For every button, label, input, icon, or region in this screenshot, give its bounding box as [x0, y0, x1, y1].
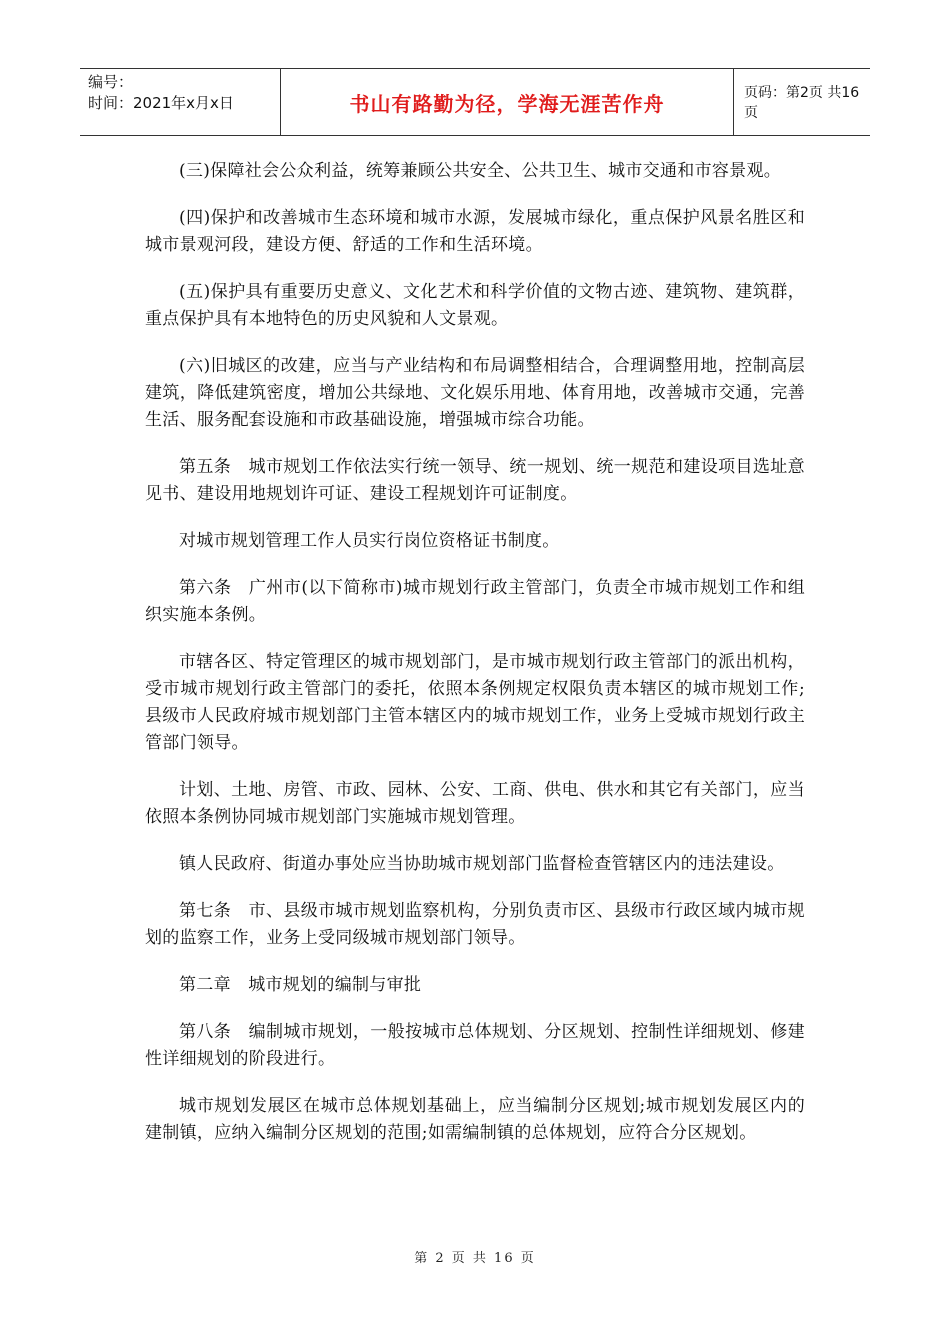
paragraph: 镇人民政府、街道办事处应当协助城市规划部门监督检查管辖区内的违法建设。: [179, 854, 785, 874]
document-date-label: 时间：2021年x月x日: [88, 94, 234, 112]
paragraph: (六)旧城区的改建，应当与产业结构和布局调整相结合，合理调整用地，控制高层建筑，降低建筑密度，增加公共绿地、文化娱乐用地、体育用地，改善城市交通，完善生活、服务配套设施和市政基础设施，增强城市综合功能。: [145, 356, 805, 430]
document-number-label: 编号：: [88, 73, 134, 91]
document-body: [145, 158, 805, 1167]
article-paragraph: 第七条 市、县级市城市规划监察机构，分别负责市区、县级市行政区域内城市规划的监察工作，业务上受同级城市规划部门领导。: [145, 901, 805, 948]
paragraph: 对城市规划管理工作人员实行岗位资格证书制度。: [179, 531, 560, 551]
paragraph: (三)保障社会公众利益，统筹兼顾公共安全、公共卫生、城市交通和市容景观。: [179, 161, 782, 181]
article-paragraph: 第六条 广州市(以下简称市)城市规划行政主管部门，负责全市城市规划工作和组织实施本条例。: [145, 578, 805, 625]
chapter-heading: 第二章 城市规划的编制与审批: [179, 975, 422, 995]
page-footer: 第 2 页 共 16 页: [414, 1251, 536, 1266]
article-paragraph: 第五条 城市规划工作依法实行统一领导、统一规划、统一规范和建设项目选址意见书、建设用地规划许可证、建设工程规划许可证制度。: [145, 457, 805, 504]
page-header: [80, 68, 870, 136]
header-motto: 书山有路勤为径，学海无涯苦作舟: [281, 69, 734, 135]
paragraph: 计划、土地、房管、市政、园林、公安、工商、供电、供水和其它有关部门，应当依照本条例协同城市规划部门实施城市规划管理。: [145, 780, 805, 827]
header-info-cell: [80, 69, 281, 135]
paragraph: 城市规划发展区在城市总体规划基础上，应当编制分区规划;城市规划发展区内的建制镇，应纳入编制分区规划的范围;如需编制镇的总体规划，应符合分区规划。: [145, 1096, 805, 1143]
article-paragraph: 第八条 编制城市规划，一般按城市总体规划、分区规划、控制性详细规划、修建性详细规划的阶段进行。: [145, 1022, 805, 1069]
paragraph: 市辖各区、特定管理区的城市规划部门，是市城市规划行政主管部门的派出机构，受市城市规划行政主管部门的委托，依照本条例规定权限负责本辖区的城市规划工作;县级市人民政府城市规划部门主管本辖区内的城市规划工作，业务上受城市规划行政主管部门领导。: [145, 652, 805, 753]
paragraph: (五)保护具有重要历史意义、文化艺术和科学价值的文物古迹、建筑物、建筑群，重点保护具有本地特色的历史风貌和人文景观。: [145, 282, 805, 329]
header-page-info: 页码：第2页 共16页: [744, 85, 860, 121]
paragraph: (四)保护和改善城市生态环境和城市水源，发展城市绿化，重点保护风景名胜区和城市景观河段，建设方便、舒适的工作和生活环境。: [145, 208, 805, 255]
